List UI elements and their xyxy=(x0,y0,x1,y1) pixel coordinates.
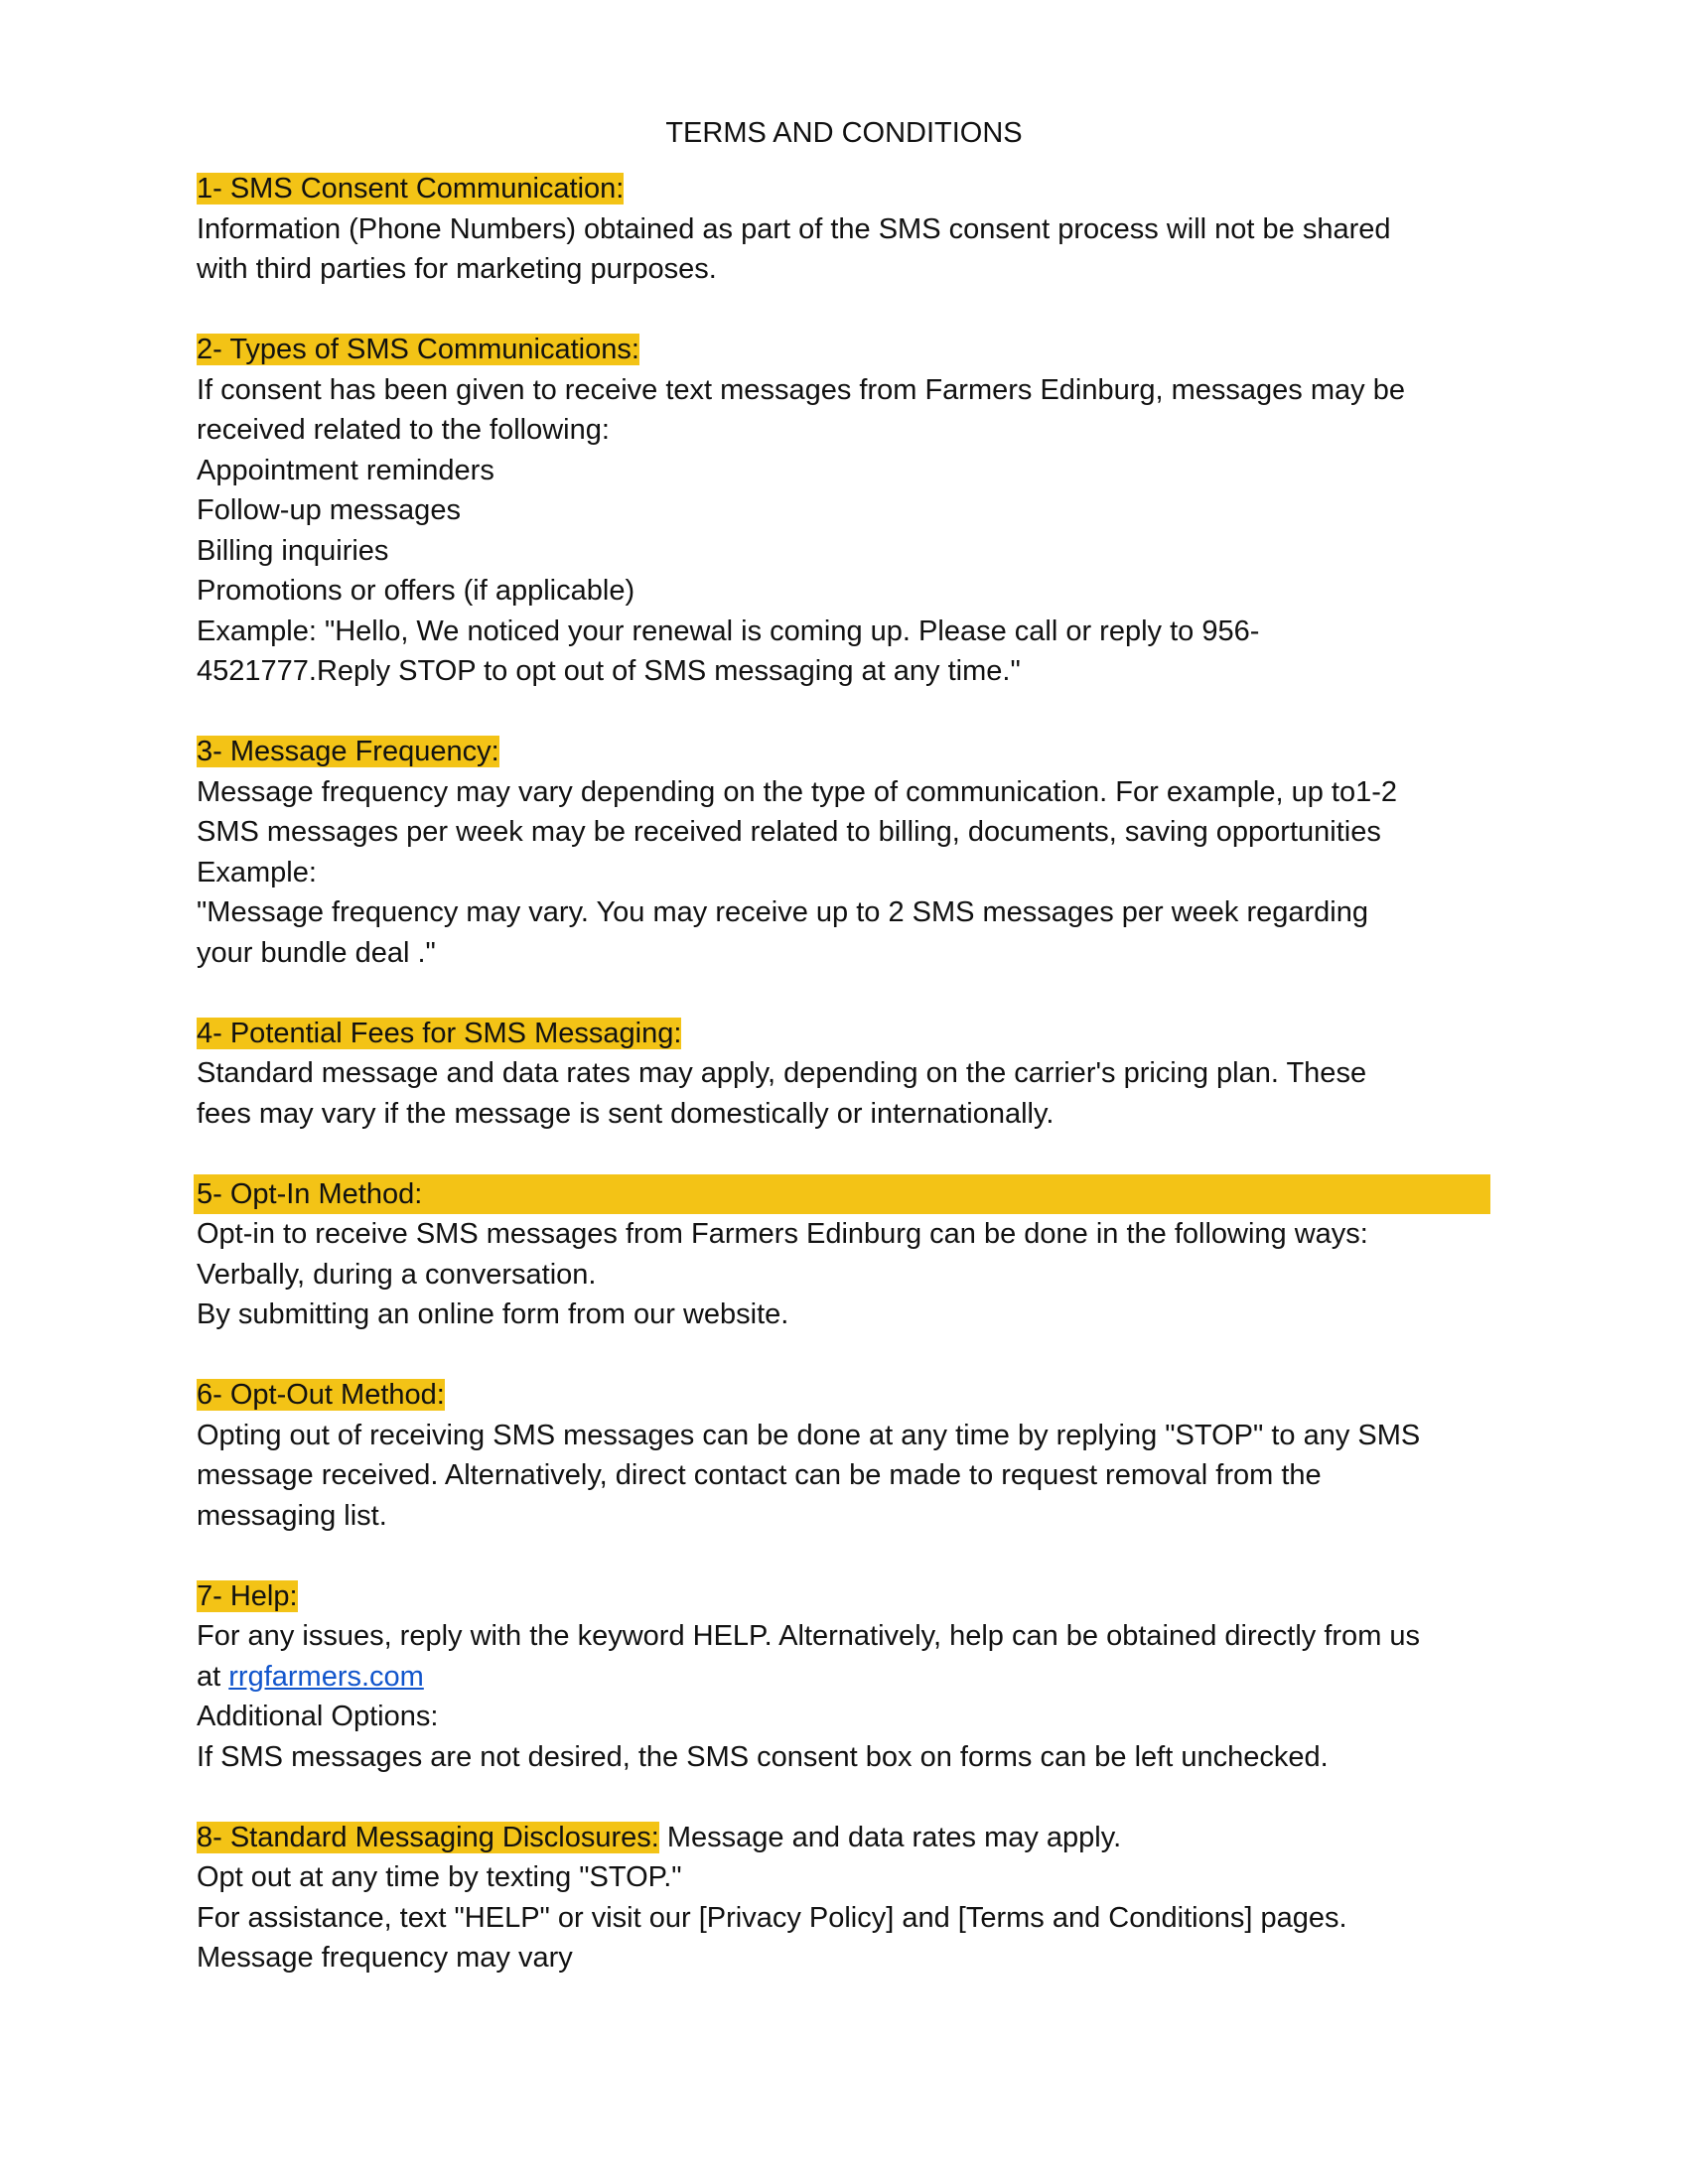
body-line: Standard message and data rates may apply, depending on the carrier's pricing plan. These xyxy=(197,1057,1367,1089)
list-item: Follow-up messages xyxy=(197,494,461,526)
section-heading: 3- Message Frequency: xyxy=(197,736,499,767)
body-line xyxy=(197,1657,1497,1698)
list-item: Appointment reminders xyxy=(197,454,494,486)
section-opt-out xyxy=(197,1375,1497,1536)
document-body xyxy=(197,169,1497,2018)
section-heading: 4- Potential Fees for SMS Messaging: xyxy=(197,1017,682,1049)
section-heading: 8- Standard Messaging Disclosures: xyxy=(197,1821,659,1853)
body-line: message received. Alternatively, direct contact can be made to request removal from the xyxy=(197,1459,1322,1491)
list-item: Billing inquiries xyxy=(197,534,389,567)
website-link[interactable]: rrgfarmers.com xyxy=(228,1660,424,1693)
inline-text: Message and data rates may apply. xyxy=(658,1821,1122,1853)
page-title: TERMS AND CONDITIONS xyxy=(665,117,1023,149)
section-types-of-sms xyxy=(197,330,1497,692)
body-line: SMS messages per week may be received related to billing, documents, saving opportunities xyxy=(197,816,1381,848)
section-sms-consent xyxy=(197,169,1497,290)
body-line: By submitting an online form from our website. xyxy=(197,1298,789,1330)
body-line: Additional Options: xyxy=(197,1701,439,1732)
body-line: with third parties for marketing purposes. xyxy=(197,253,717,285)
section-message-frequency xyxy=(197,732,1497,973)
body-line: your bundle deal ." xyxy=(197,936,436,969)
body-line: Information (Phone Numbers) obtained as part of the SMS consent process will not be shared xyxy=(197,212,1391,245)
body-line: Opting out of receiving SMS messages can be done at any time by replying "STOP" to any SMS xyxy=(197,1419,1421,1451)
section-heading: 6- Opt-Out Method: xyxy=(197,1379,445,1411)
body-line: Opt out at any time by texting "STOP." xyxy=(197,1861,682,1893)
section-heading: 2- Types of SMS Communications: xyxy=(197,334,639,365)
section-heading: 5- Opt-In Method: xyxy=(194,1174,1490,1215)
body-line: For any issues, reply with the keyword HELP. Alternatively, help can be obtained directly from us xyxy=(197,1620,1421,1652)
list-item: Promotions or offers (if applicable) xyxy=(197,575,635,607)
body-line: received related to the following: xyxy=(197,414,610,446)
section-heading: 1- SMS Consent Communication: xyxy=(197,173,625,205)
body-line: 4521777.Reply STOP to opt out of SMS messaging at any time." xyxy=(197,655,1021,687)
section-heading: 7- Help: xyxy=(197,1579,298,1612)
body-line: Opt-in to receive SMS messages from Farmers Edinburg can be done in the following ways: xyxy=(197,1218,1368,1250)
body-line: "Message frequency may vary. You may receive up to 2 SMS messages per week regarding xyxy=(197,896,1369,928)
section-standard-disclosures xyxy=(197,1818,1497,1979)
body-line: Verbally, during a conversation. xyxy=(197,1258,597,1291)
at-prefix: at xyxy=(197,1660,229,1693)
section-help xyxy=(197,1576,1497,1778)
section-potential-fees xyxy=(197,1014,1497,1135)
body-line: Example: xyxy=(197,856,317,888)
body-line: Message frequency may vary depending on the type of communication. For example, up to1-2 xyxy=(197,775,1397,808)
body-line: Example: "Hello, We noticed your renewal is coming up. Please call or reply to 956- xyxy=(197,614,1260,647)
body-line: messaging list. xyxy=(197,1499,387,1532)
body-line: For assistance, text "HELP" or visit our [Privacy Policy] and [Terms and Conditions] pages. xyxy=(197,1901,1347,1934)
section-opt-in xyxy=(197,1174,1497,1335)
body-line: If SMS messages are not desired, the SMS consent box on forms can be left unchecked. xyxy=(197,1740,1329,1773)
body-line: If consent has been given to receive text messages from Farmers Edinburg, messages may be xyxy=(197,373,1405,406)
body-line: fees may vary if the message is sent domestically or internationally. xyxy=(197,1097,1055,1130)
body-line: Message frequency may vary xyxy=(197,1942,573,1974)
